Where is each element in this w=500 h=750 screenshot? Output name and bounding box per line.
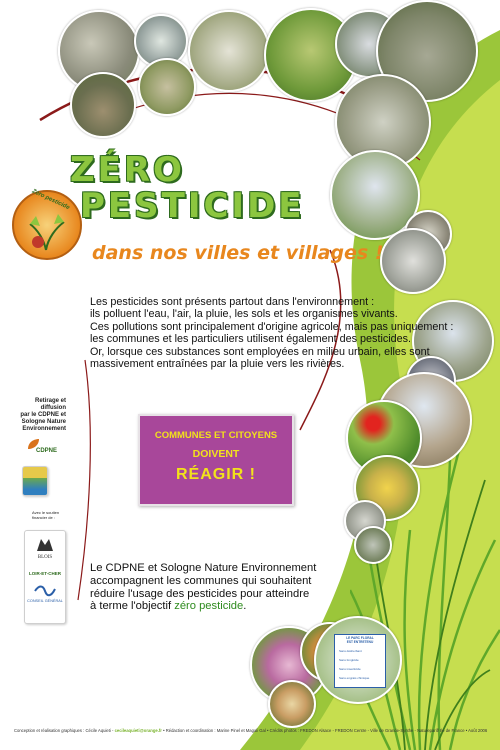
- photo-small-plant: [354, 526, 392, 564]
- callout-line2: DOIVENT: [192, 448, 240, 460]
- loir-et-cher-label: LOIR-ET-CHER: [29, 571, 61, 576]
- photo-park-sign: [314, 616, 402, 704]
- callout-box: [138, 414, 294, 506]
- callout-line3: RÉAGIR !: [176, 466, 256, 483]
- park-sign-item: Sans fongicide: [339, 658, 359, 662]
- cdpne-logo: [22, 438, 62, 460]
- closing-paragraph: Le CDPNE et Sologne Nature Environnement accompagnent les communes qui souhaitent réduire l'usage des pesticides pour atteindre à terme l'objectif zéro pesticide.: [90, 562, 317, 613]
- title-zero: ZÉRO: [70, 150, 185, 190]
- photo-flowers-3: [268, 680, 316, 728]
- badge-plant-icon: [24, 212, 70, 252]
- park-sign-item: Sans insecticide: [339, 667, 361, 671]
- park-sign-item: Sans engrais chimique: [339, 676, 370, 680]
- cdpne-label: CDPNE: [36, 448, 58, 454]
- callout-line1: COMMUNES ET CITOYENS: [154, 430, 278, 441]
- park-sign-items: [339, 647, 381, 683]
- conseil-general-wave-icon: [33, 583, 57, 597]
- photo-alley: [138, 58, 196, 116]
- support-credit: Avec le soutien financier de :: [32, 510, 60, 520]
- park-sign: [334, 634, 386, 688]
- blois-label: BLOIS: [37, 555, 53, 560]
- designer-email: cecileaquieti@orange.fr: [114, 728, 162, 733]
- park-sign-title: LE PARC FLORAL EST ENTRETENU: [346, 636, 374, 644]
- intro-paragraph: Les pesticides sont présents partout dans l'environnement : ils polluent l'eau, l'air, la pluie, les sols et les organismes vivants. Ces pollutions sont principalement d'origine agricole, mais pas uniquement : les communes et les particuliers utilisent également des pesticides. Or, lorsque ces substances sont employées en milieu urbain, elles sont massivement entraînées par la pluie vers les rivières.: [90, 296, 454, 371]
- zero-pesticide-highlight: zéro pesticide: [174, 600, 244, 613]
- diffusion-credit: Retirage et diffusion par le CDPNE et Sologne Nature Environnement: [20, 398, 66, 432]
- sponsors-card: [24, 530, 66, 624]
- footer-credits: Conception et réalisation graphiques : Cécile Aquieti - cecileaquieti@orange.fr • Rédaction et coordination : Marine Pinel et Magali Gal • Crédits photos : FREDON Alsace - FREDON Centre - Ville de Grande-Synthe - Natureparif/ Ile de France • Août 2006: [14, 728, 488, 733]
- subtitle: dans nos villes et villages !: [92, 242, 384, 264]
- photo-stone-stairs: [188, 10, 270, 92]
- title-pesticide: PESTICIDE: [80, 186, 305, 226]
- blois-crest-icon: [35, 537, 55, 553]
- park-sign-item: Sans désherbant: [339, 649, 362, 653]
- left-red-curve: [78, 360, 90, 600]
- photo-wall-plants: [70, 72, 136, 138]
- conseil-general-label: CONSEIL GÉNÉRAL: [27, 599, 63, 603]
- sologne-nature-logo: [22, 466, 48, 496]
- photo-bike-street: [380, 228, 446, 294]
- zero-pesticide-badge: [12, 190, 82, 260]
- badge-text: Zéro pesticide: [30, 188, 71, 212]
